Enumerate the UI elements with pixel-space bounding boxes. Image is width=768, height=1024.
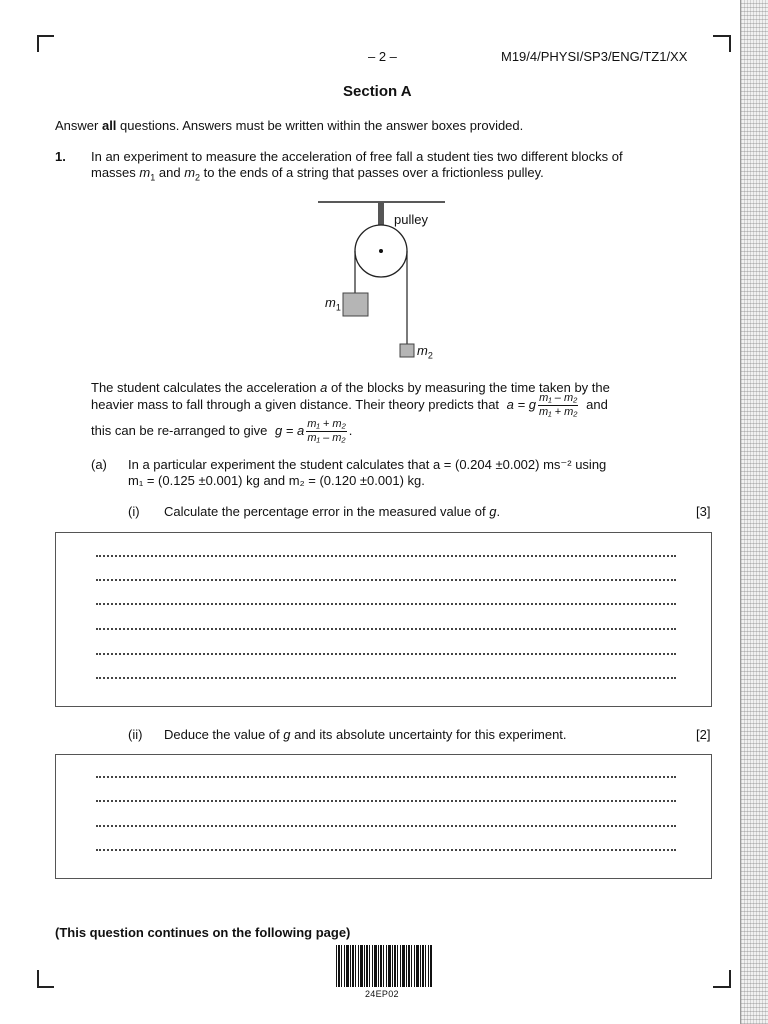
theory-fraction-a: $\frac{\text{m₁ – m₂}}{\text{m₁ + m₂}}$ bbox=[538, 392, 578, 418]
answer-line bbox=[96, 628, 676, 630]
answer-line bbox=[96, 653, 676, 655]
barcode-text: 24EP02 bbox=[365, 989, 399, 999]
pulley-mount bbox=[378, 202, 384, 227]
answer-line bbox=[96, 825, 676, 827]
answer-box-ii[interactable] bbox=[55, 754, 712, 879]
m1-label: $m_1$ bbox=[325, 295, 341, 313]
paper-code: M19/4/PHYSI/SP3/ENG/TZ1/XX bbox=[501, 49, 688, 64]
barcode bbox=[336, 945, 432, 987]
question-intro-line1: In an experiment to measure the acceleration of free fall a student ties two different blocks of bbox=[91, 149, 623, 164]
part-a-line1: In a particular experiment the student calculates that a = (0.204 ±0.002) ms⁻² using bbox=[128, 457, 607, 472]
page-number: – 2 – bbox=[368, 49, 397, 64]
part-a-label: (a) bbox=[91, 457, 107, 472]
part-a-line2: m₁ = (0.125 ±0.001) kg and m₂ = (0.120 ±0.001) kg. bbox=[128, 473, 425, 488]
part-i-marks: [3] bbox=[696, 504, 711, 519]
instructions: Answer all questions. Answers must be written within the answer boxes provided. bbox=[55, 118, 524, 133]
part-i-text: Calculate the percentage error in the measured value of g. bbox=[164, 504, 501, 519]
pulley-label: pulley bbox=[394, 212, 428, 227]
answer-line bbox=[96, 677, 676, 679]
theory-fraction-g: $\frac{\text{m₁ + m₂}}{\text{m₁ – m₂}}$ bbox=[307, 418, 346, 444]
answer-box-i[interactable] bbox=[55, 532, 712, 707]
pulley-axle bbox=[379, 249, 383, 253]
block-m1 bbox=[343, 293, 368, 316]
question-intro-line2: masses $m_1$ and $m_2$ to the ends of a string that passes over a frictionless pulley. bbox=[91, 165, 544, 183]
pulley-diagram bbox=[300, 195, 470, 365]
part-i-label: (i) bbox=[128, 504, 140, 519]
page-edge-strip bbox=[740, 0, 768, 1024]
answer-line bbox=[96, 849, 676, 851]
continues-note: (This question continues on the following page) bbox=[55, 925, 351, 940]
m2-label: $m_2$ bbox=[417, 343, 433, 361]
part-ii-label: (ii) bbox=[128, 727, 143, 742]
question-number: 1. bbox=[55, 149, 66, 164]
theory-line1: The student calculates the acceleration a of the blocks by measuring the time taken by the bbox=[91, 380, 610, 395]
part-ii-marks: [2] bbox=[696, 727, 711, 742]
answer-line bbox=[96, 800, 676, 802]
answer-line bbox=[96, 776, 676, 778]
theory-line3: this can be re-arranged to give g = a $\frac{\text{m₁ + m₂}}{\text{m₁ – m₂}}$ . bbox=[91, 418, 353, 444]
answer-line bbox=[96, 579, 676, 581]
part-ii-text: Deduce the value of g and its absolute uncertainty for this experiment. bbox=[164, 727, 567, 742]
answer-line bbox=[96, 603, 676, 605]
block-m2 bbox=[400, 344, 414, 357]
answer-line bbox=[96, 555, 676, 557]
section-title: Section A bbox=[343, 83, 412, 100]
theory-line2: heavier mass to fall through a given distance. Their theory predicts that a = g $\frac{\text{m₁ – m₂}}{\text{m₁ + m₂}}$ and bbox=[91, 392, 608, 418]
